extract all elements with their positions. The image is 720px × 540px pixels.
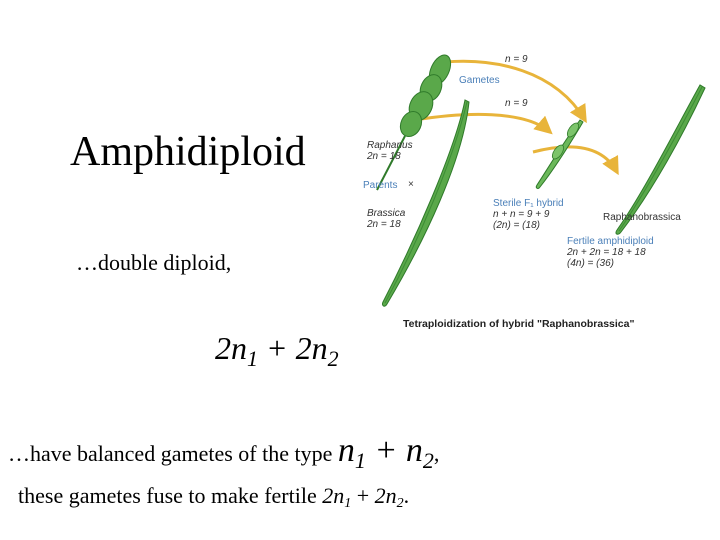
formula-plus: + [258, 330, 296, 366]
formula-sub-1: 1 [247, 346, 258, 371]
label-raphanobrassica: Raphanobrassica [603, 212, 681, 223]
description-line-1: …double diploid, [76, 250, 232, 275]
hybrid-arrow [533, 147, 617, 172]
figure-caption: Tetraploidization of hybrid "Raphanobrassica" [403, 318, 635, 330]
label-raphanus-count: 2n = 18 [367, 151, 401, 162]
line3-prefix: …have balanced gametes of the type [8, 441, 338, 466]
line3-term-a: n [337, 432, 355, 469]
label-n9-top: n = 9 [505, 54, 528, 65]
label-raphanus-name: Raphanus [367, 140, 413, 151]
description-line-3 [8, 432, 439, 474]
line4-suffix: . [403, 483, 410, 508]
line3-sub-2: 2 [422, 448, 434, 473]
line3-gamete-formula [337, 432, 434, 473]
line3-suffix: , [433, 441, 440, 466]
formula-term-a: 2n [215, 330, 247, 366]
label-sterile-hybrid: Sterile F₁ hybrid [493, 198, 564, 209]
line3-sub-1: 1 [354, 448, 366, 473]
line3-plus: + [365, 432, 406, 469]
formula-sub-2: 2 [327, 346, 339, 371]
line4-sub-2: 2 [396, 496, 404, 511]
label-sterile-eq: n + n = 9 + 9 [493, 209, 550, 220]
genome-formula [215, 330, 339, 372]
line3-term-b: n [405, 432, 423, 469]
label-brassica-name: Brassica [367, 208, 406, 219]
line4-prefix: these gametes fuse to make fertile [18, 483, 323, 508]
description-line-4 [18, 483, 409, 512]
label-sterile-eq2: (2n) = (18) [493, 220, 540, 231]
cross-symbol: × [408, 179, 414, 190]
gamete-arrow-mid [415, 114, 550, 132]
formula-term-b: 2n [295, 330, 328, 366]
line4-term-a: 2n [322, 483, 345, 508]
slide-title: Amphidiploid [70, 129, 306, 175]
raphanobrassica-figure [355, 40, 715, 340]
label-fertile-eq2: (4n) = (36) [567, 258, 614, 269]
label-gametes: Gametes [459, 75, 500, 86]
label-parents: Parents [363, 180, 398, 191]
figure-illustration [355, 40, 715, 340]
label-fertile-amphidiploid: Fertile amphidiploid [567, 236, 654, 247]
label-fertile-eq: 2n + 2n = 18 + 18 [567, 247, 646, 258]
line4-sub-1: 1 [344, 496, 352, 511]
label-n9-mid: n = 9 [505, 98, 528, 109]
label-brassica-count: 2n = 18 [367, 219, 401, 230]
line4-term-b: 2n [374, 483, 397, 508]
line4-plus: + [351, 483, 375, 508]
brassica-pod [382, 100, 469, 306]
